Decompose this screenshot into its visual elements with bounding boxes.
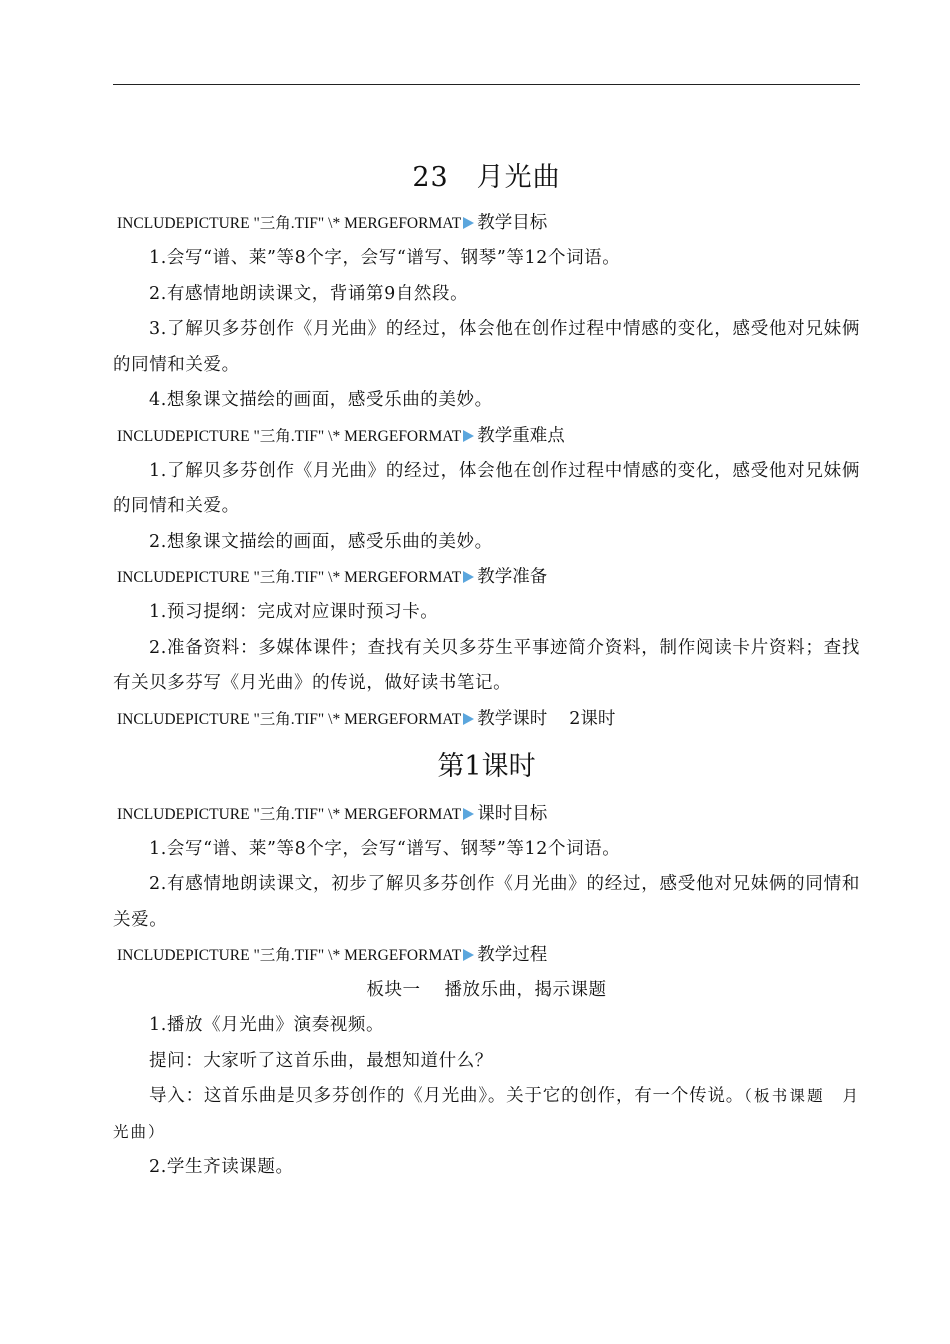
heading-teaching-goals xyxy=(113,206,860,241)
heading-preparation xyxy=(113,560,860,595)
board-note: （板书课题 月光曲） xyxy=(113,1087,860,1141)
process-item: 提问：大家听了这首乐曲，最想知道什么？ xyxy=(149,1050,493,1071)
header-rule xyxy=(113,84,860,85)
goal-item: 3.了解贝多芬创作《月光曲》的经过，体会他在创作过程中情感的变化，感受他对兄妹俩的同情和关爱。 xyxy=(113,319,860,375)
goal-item: 4.想象课文描绘的画面，感受乐曲的美妙。 xyxy=(149,390,493,410)
heading-periods xyxy=(113,702,860,737)
lesson-title xyxy=(113,150,860,206)
heading-teaching-process xyxy=(113,938,860,973)
goal-item: 2.有感情地朗读课文，背诵第9自然段。 xyxy=(149,283,469,304)
lesson-name: 月光曲 xyxy=(476,162,561,193)
heading-label: 教学课时 xyxy=(477,708,548,729)
process-item xyxy=(113,1079,860,1150)
heading-label: 课时目标 xyxy=(477,803,548,824)
triangle-bullet-icon xyxy=(463,430,474,442)
field-code-text: INCLUDEPICTURE "三角.TIF" \* MERGEFORMAT xyxy=(117,427,462,445)
key-point-item: 2.想象课文描绘的画面，感受乐曲的美妙。 xyxy=(149,531,493,552)
block-label: 板块一 xyxy=(366,980,421,1000)
periods-value: 2课时 xyxy=(569,708,616,729)
key-point-item: 1.了解贝多芬创作《月光曲》的经过，体会他在创作过程中情感的变化，感受他对兄妹俩的同情和关爱。 xyxy=(113,460,860,516)
block-title xyxy=(113,973,860,1008)
process-item: 2.学生齐读课题。 xyxy=(149,1157,294,1177)
heading-label: 教学目标 xyxy=(477,213,548,233)
preparation-item: 2.准备资料：多媒体课件；查找有关贝多芬生平事迹简介资料，制作阅读卡片资料；查找有关贝多芬写《月光曲》的传说，做好读书笔记。 xyxy=(113,637,860,693)
triangle-bullet-icon xyxy=(463,217,474,229)
triangle-bullet-icon xyxy=(463,808,474,820)
goal-item: 1.会写“谱、莱”等8个字，会写“谱写、钢琴”等12个词语。 xyxy=(149,248,621,268)
heading-label: 教学过程 xyxy=(477,945,548,965)
preparation-item: 1.预习提纲：完成对应课时预习卡。 xyxy=(149,602,439,622)
lesson-number: 23 xyxy=(412,162,449,193)
process-item: 1.播放《月光曲》演奏视频。 xyxy=(149,1015,385,1035)
document-content xyxy=(113,150,860,1186)
heading-label: 教学重难点 xyxy=(477,425,565,446)
period-goal-item: 2.有感情地朗读课文，初步了解贝多芬创作《月光曲》的经过，感受他对兄妹俩的同情和关爱。 xyxy=(113,874,860,930)
field-code-text: INCLUDEPICTURE "三角.TIF" \* MERGEFORMAT xyxy=(117,805,462,823)
period-title: 第1课时 xyxy=(437,750,536,782)
heading-period-goals xyxy=(113,797,860,832)
field-code-text: INCLUDEPICTURE "三角.TIF" \* MERGEFORMAT xyxy=(117,215,462,232)
triangle-bullet-icon xyxy=(463,571,474,583)
field-code-text: INCLUDEPICTURE "三角.TIF" \* MERGEFORMAT xyxy=(117,710,462,728)
triangle-bullet-icon xyxy=(463,713,474,725)
block-name: 播放乐曲，揭示课题 xyxy=(444,980,607,1000)
triangle-bullet-icon xyxy=(463,949,474,961)
field-code-text: INCLUDEPICTURE "三角.TIF" \* MERGEFORMAT xyxy=(117,947,462,964)
heading-key-points xyxy=(113,419,860,454)
process-item-text: 导入：这首乐曲是贝多芬创作的《月光曲》。关于它的创作，有一个传说。 xyxy=(149,1086,745,1106)
period-goal-item: 1.会写“谱、莱”等8个字，会写“谱写、钢琴”等12个词语。 xyxy=(149,838,621,859)
field-code-text: INCLUDEPICTURE "三角.TIF" \* MERGEFORMAT xyxy=(117,569,462,586)
heading-label: 教学准备 xyxy=(477,567,548,587)
